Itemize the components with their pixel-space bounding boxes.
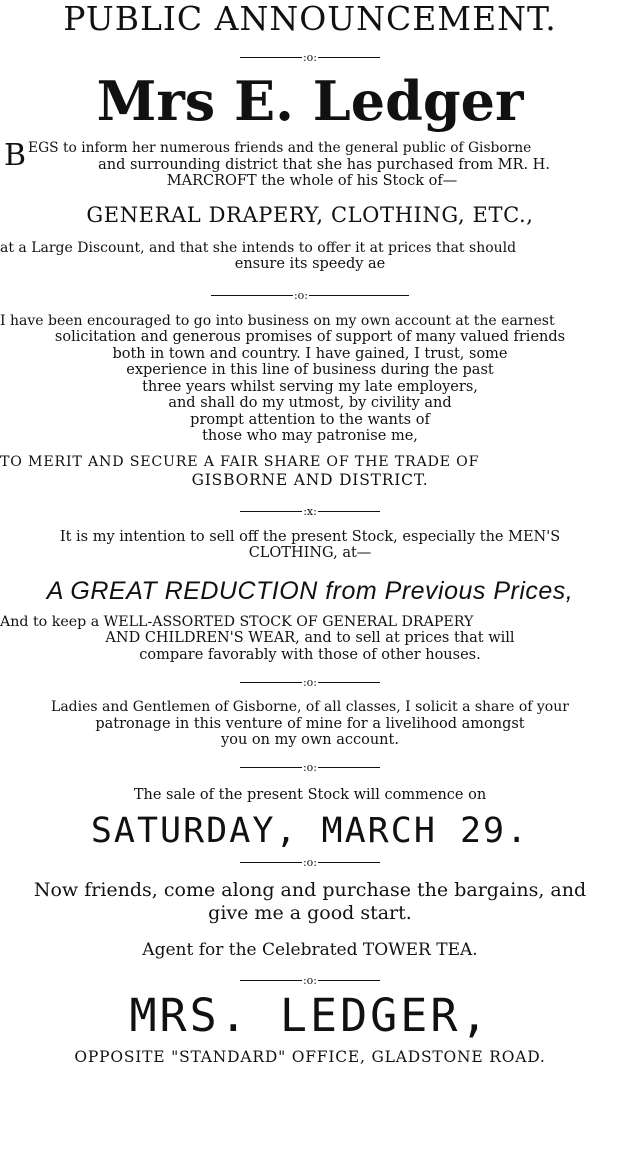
text-line: give me a good start. [208, 902, 412, 924]
intro-line: EGS to inform her numerous friends and the general public of Gisborne [28, 140, 532, 156]
text-line: those who may patronise me, [202, 428, 418, 444]
text-line: and shall do my utmost, by civility and [168, 395, 452, 411]
text-line: CLOTHING, at— [248, 545, 372, 561]
address-line: OPPOSITE "STANDARD" OFFICE, GLADSTONE ROAD. [74, 1048, 546, 1066]
merit-block [0, 453, 620, 489]
text-line: compare favorably with those of other houses. [139, 646, 481, 663]
text-line: ensure its speedy ae [234, 256, 386, 272]
text-line: GISBORNE AND DISTRICT. [191, 470, 429, 489]
footer-name: MRS. LEDGER, [129, 989, 491, 1042]
encouraged-paragraph [0, 313, 620, 445]
agent-line: Agent for the Celebrated TOWER TEA. [142, 940, 478, 960]
ladies-paragraph [0, 699, 620, 749]
sale-line: The sale of the present Stock will commence on [133, 786, 487, 803]
separator: :o: [0, 761, 620, 775]
text-line: Now friends, come along and purchase the bargains, and [33, 879, 587, 901]
separator: :o: [0, 973, 620, 987]
name-heading: Mrs E. Ledger [96, 69, 524, 133]
stock-heading: GENERAL DRAPERY, CLOTHING, ETC., [86, 202, 534, 227]
separator: :o: [0, 855, 620, 869]
text-line: And to keep a WELL-ASSORTED STOCK OF GENERAL DRAPERY [0, 613, 474, 630]
text-line: both in town and country. I have gained, I trust, some [112, 345, 508, 362]
page-title: PUBLIC ANNOUNCEMENT. [63, 0, 557, 38]
separator: :o: [0, 289, 620, 303]
intro-paragraph [0, 140, 620, 190]
text-line: AND CHILDREN'S WEAR, and to sell at prices that will [105, 630, 515, 646]
text-line: It is my intention to sell off the present Stock, especially the MEN'S [59, 528, 561, 545]
reduction-heading: A GREAT REDUCTION from Previous Prices, [46, 576, 574, 605]
text-line: you on my own account. [221, 732, 399, 748]
keep-paragraph [0, 614, 620, 664]
text-line: I have been encouraged to go into business on my own account at the earnest [0, 312, 555, 329]
drop-cap: B [4, 138, 27, 173]
text-line: solicitation and generous promises of support of many valued friends [54, 329, 566, 345]
text-line: Ladies and Gentlemen of Gisborne, of all classes, I solicit a share of your [51, 699, 569, 715]
discount-paragraph [0, 240, 620, 273]
intro-line: MARCROFT the whole of his Stock of— [166, 173, 458, 189]
text-line: prompt attention to the wants of [190, 411, 430, 428]
sale-date: SATURDAY, MARCH 29. [90, 811, 530, 851]
friends-paragraph [0, 879, 620, 925]
separator: :x: [0, 505, 620, 519]
text-line: at a Large Discount, and that she intends to offer it at prices that should [0, 239, 517, 256]
text-line: three years whilst serving my late employers, [142, 378, 478, 395]
separator: :o: [0, 675, 620, 689]
separator: :o: [0, 50, 620, 64]
intention-paragraph [0, 529, 620, 562]
intro-line: and surrounding district that she has purchased from MR. H. [98, 156, 550, 173]
text-line: patronage in this venture of mine for a livelihood amongst [95, 715, 525, 732]
text-line: TO MERIT AND SECURE A FAIR SHARE OF THE TRADE OF [0, 453, 480, 470]
text-line: experience in this line of business during the past [126, 362, 494, 378]
